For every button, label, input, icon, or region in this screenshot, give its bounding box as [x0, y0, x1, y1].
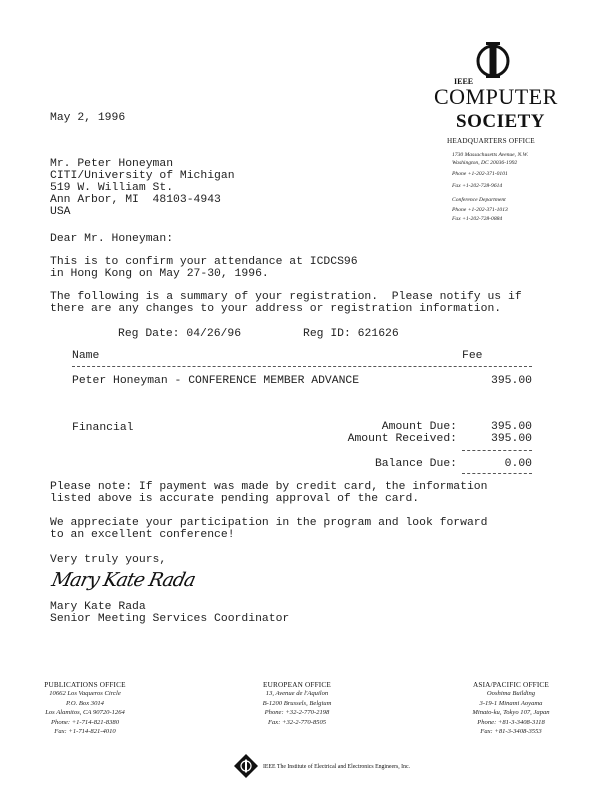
office-line: Fax: +1-714-821-4010	[54, 728, 116, 736]
reg-id: Reg ID: 621626	[303, 328, 399, 340]
recipient-line: 519 W. William St.	[50, 182, 174, 194]
paragraph-thanks-line: We appreciate your participation in the program and look forward	[50, 517, 488, 529]
ieee-diamond-logo-icon	[233, 753, 259, 779]
amount-due-value: 395.00	[490, 421, 532, 433]
office-line: Phone: +1-714-821-8380	[51, 718, 119, 726]
hq-address-line: Fax +1-202-728-0884	[452, 216, 503, 222]
office-title: ASIA/PACIFIC OFFICE	[472, 681, 550, 689]
asia-pacific-office	[446, 681, 576, 737]
paragraph-confirm-line: This is to confirm your attendance at ICDCS96	[50, 256, 358, 268]
office-line: 13, Avenue de l'Aquilon	[265, 690, 329, 697]
paragraph-summary-line: The following is a summary of your registration. Please notify us if	[50, 291, 522, 303]
hq-address-line: Phone +1-202-371-1013	[452, 207, 508, 213]
paragraph-note-line: listed above is accurate pending approval of the card.	[50, 493, 420, 505]
balance-divider	[462, 450, 532, 451]
amount-received-label: Amount Received:	[347, 433, 457, 445]
registration-fee: 395.00	[490, 375, 532, 387]
recipient-line: Ann Arbor, MI 48103-4943	[50, 194, 221, 206]
office-line: P.O. Box 3014	[66, 699, 104, 707]
reg-date: Reg Date: 04/26/96	[118, 328, 242, 340]
signer-title: Senior Meeting Services Coordinator	[50, 613, 290, 625]
office-line: Phone: +32-2-770-2198	[264, 709, 330, 717]
publications-office	[20, 681, 150, 737]
ieee-footer-text: IEEE The Institute of Electrical and Electronics Engineers, Inc.	[263, 764, 411, 770]
office-line: Fax: +32-2-770-8505	[267, 718, 327, 726]
computer-wordmark: COMPUTER	[434, 84, 558, 109]
computer-society-logo-icon	[473, 40, 513, 80]
recipient-line: Mr. Peter Honeyman	[50, 158, 174, 170]
balance-divider-bottom	[462, 473, 532, 474]
paragraph-note-line: Please note: If payment was made by credit card, the information	[50, 481, 488, 493]
hq-address-line: Fax +1-202-728-9614	[452, 183, 503, 189]
office-line: Minato-ku, Tokyo 107, Japan	[472, 709, 550, 717]
closing: Very truly yours,	[50, 554, 167, 566]
balance-due-label: Balance Due:	[374, 458, 457, 470]
paragraph-confirm-line: in Hong Kong on May 27-30, 1996.	[50, 268, 269, 280]
office-line: Los Alamitos, CA 90720-1264	[45, 709, 125, 717]
office-line: 3-19-1 Minami Aoyama	[479, 699, 543, 707]
ieee-label: IEEE	[454, 77, 474, 86]
hq-address-line: Washington, DC 20036-1992	[452, 160, 518, 166]
hq-address-line: 1730 Massachusetts Avenue, N.W.	[452, 152, 529, 158]
hq-address-line: Conference Department	[452, 197, 506, 203]
office-line: Ooshima Building	[486, 690, 536, 697]
salutation: Dear Mr. Honeyman:	[50, 233, 174, 245]
office-title: EUROPEAN OFFICE	[263, 681, 331, 689]
hq-address-line: Phone +1-202-371-0101	[452, 171, 508, 177]
signer-name: Mary Kate Rada	[50, 601, 146, 613]
recipient-line: CITI/University of Michigan	[50, 170, 235, 182]
office-line: Fax: +81-3-3408-3553	[480, 728, 542, 736]
office-title: PUBLICATIONS OFFICE	[44, 681, 126, 689]
recipient-line: USA	[50, 206, 71, 218]
european-office	[232, 681, 362, 727]
column-header-fee: Fee	[462, 350, 483, 362]
letter-date: May 2, 1996	[50, 112, 126, 124]
paragraph-thanks-line: to an excellent conference!	[50, 529, 235, 541]
paragraph-summary-line: there are any changes to your address or registration information.	[50, 303, 502, 315]
financial-label: Financial	[72, 422, 134, 434]
column-header-name: Name	[72, 350, 100, 362]
balance-due-value: 0.00	[504, 458, 532, 470]
registration-item: Peter Honeyman - CONFERENCE MEMBER ADVANCE	[72, 375, 360, 387]
office-line: Phone: +81-3-3408-3118	[477, 718, 545, 726]
society-wordmark: SOCIETY	[456, 111, 546, 132]
handwritten-signature: Mary Kate Rada	[49, 569, 197, 591]
office-line: 10662 Los Vaqueros Circle	[49, 690, 121, 697]
amount-received-value: 395.00	[490, 433, 532, 445]
hq-office-label: HEADQUARTERS OFFICE	[447, 137, 535, 145]
office-line: B-1200 Brussels, Belgium	[262, 699, 332, 707]
amount-due-label: Amount Due:	[381, 421, 457, 433]
table-divider	[72, 366, 532, 367]
